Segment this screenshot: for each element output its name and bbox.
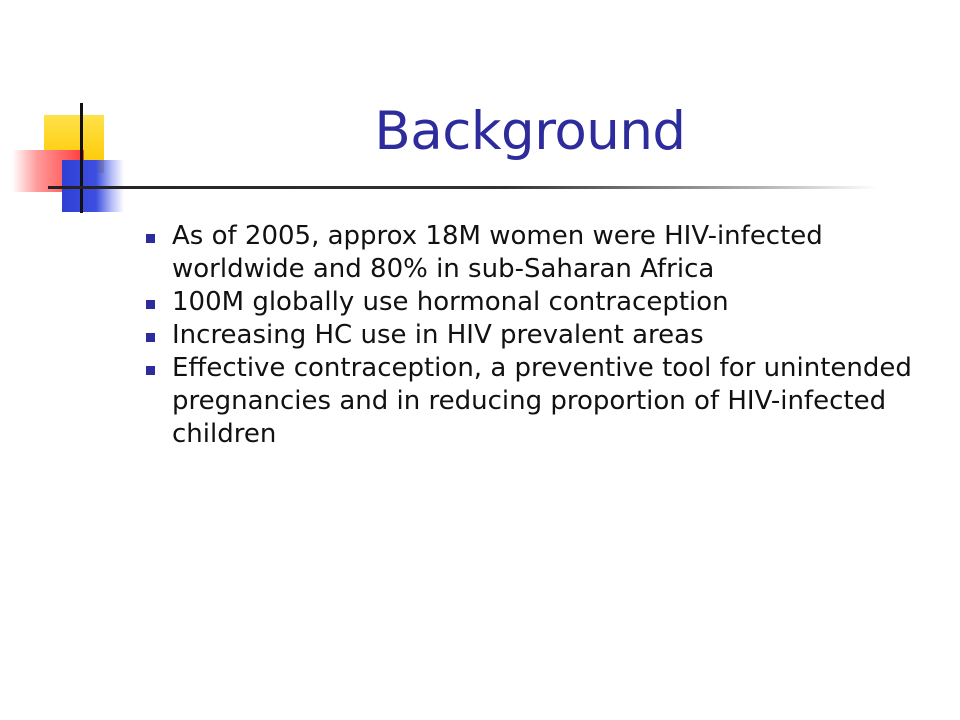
square-bullet-icon <box>146 333 155 342</box>
bullet-text: 100M globally use hormonal contraception <box>172 287 729 317</box>
bullet-text: As of 2005, approx 18M women were HIV-infected worldwide and 80% in sub-Saharan Africa <box>172 221 823 284</box>
square-bullet-icon <box>146 234 155 243</box>
square-bullet-icon <box>146 366 155 375</box>
bullet-list <box>146 220 926 451</box>
bullet-item <box>146 352 926 451</box>
bullet-text: Effective contraception, a preventive tool for unintended pregnancies and in reducing proportion of HIV-infected children <box>172 353 912 449</box>
square-bullet-icon <box>146 300 155 309</box>
vertical-rule <box>80 103 83 213</box>
bullet-item <box>146 286 926 319</box>
bullet-item <box>146 319 926 352</box>
bullet-item <box>146 220 926 286</box>
bullet-text: Increasing HC use in HIV prevalent areas <box>172 320 704 350</box>
title-underline-rule <box>48 186 878 189</box>
slide-title: Background <box>374 101 686 162</box>
